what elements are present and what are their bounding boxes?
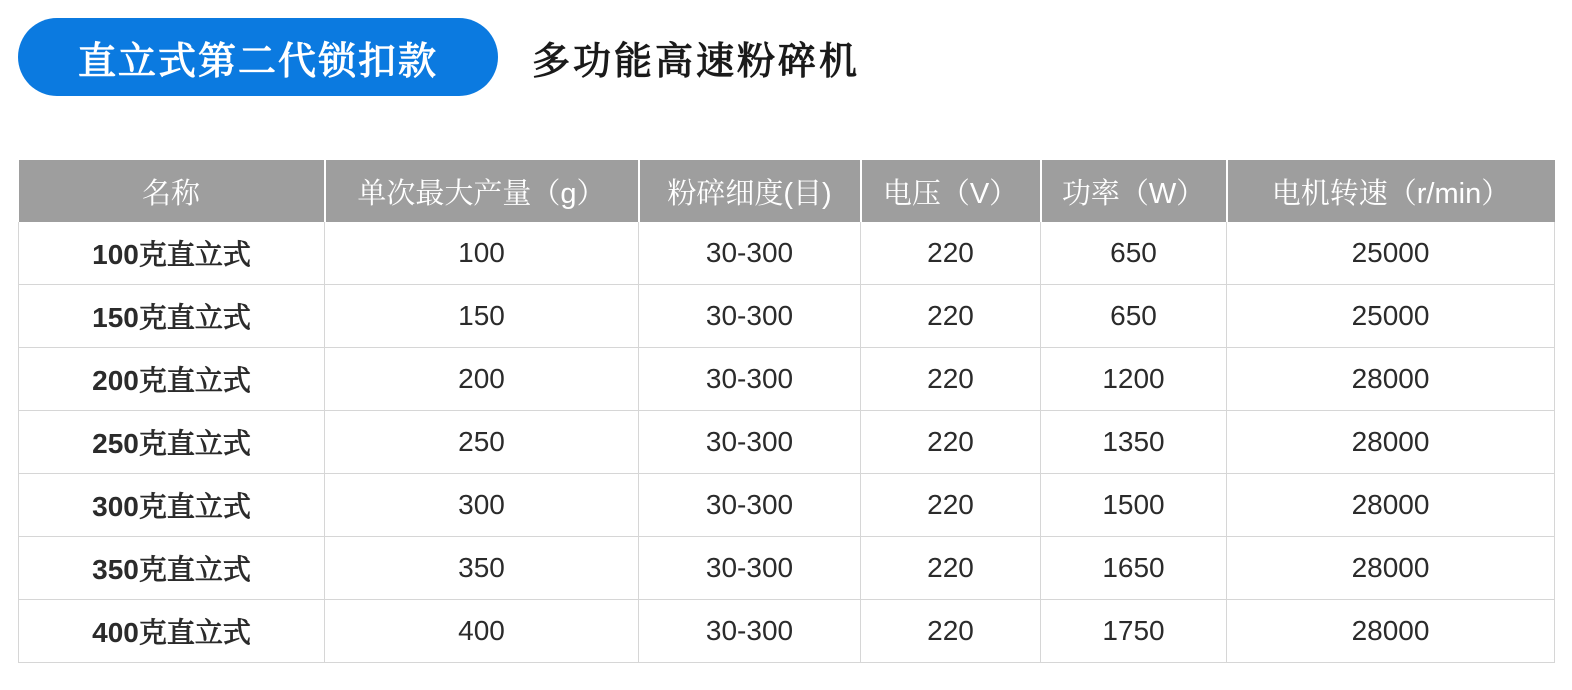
cell-name: 250克直立式 bbox=[19, 411, 325, 474]
cell-fineness: 30-300 bbox=[639, 537, 861, 600]
cell-capacity: 400 bbox=[325, 600, 639, 663]
cell-fineness: 30-300 bbox=[639, 348, 861, 411]
cell-fineness: 30-300 bbox=[639, 411, 861, 474]
cell-power: 650 bbox=[1041, 285, 1227, 348]
cell-voltage: 220 bbox=[861, 474, 1041, 537]
cell-capacity: 300 bbox=[325, 474, 639, 537]
column-header-name: 名称 bbox=[19, 160, 325, 222]
page-header bbox=[18, 18, 860, 96]
cell-name: 400克直立式 bbox=[19, 600, 325, 663]
column-header-fineness: 粉碎细度(目) bbox=[639, 160, 861, 222]
cell-voltage: 220 bbox=[861, 537, 1041, 600]
cell-speed: 25000 bbox=[1227, 222, 1555, 285]
cell-fineness: 30-300 bbox=[639, 600, 861, 663]
cell-power: 1350 bbox=[1041, 411, 1227, 474]
cell-name: 350克直立式 bbox=[19, 537, 325, 600]
cell-voltage: 220 bbox=[861, 600, 1041, 663]
table-row bbox=[19, 411, 1555, 474]
cell-capacity: 350 bbox=[325, 537, 639, 600]
cell-fineness: 30-300 bbox=[639, 474, 861, 537]
cell-capacity: 150 bbox=[325, 285, 639, 348]
cell-power: 1650 bbox=[1041, 537, 1227, 600]
spec-table-body bbox=[19, 222, 1555, 663]
table-row bbox=[19, 348, 1555, 411]
cell-capacity: 100 bbox=[325, 222, 639, 285]
column-header-power: 功率（W） bbox=[1041, 160, 1227, 222]
table-row bbox=[19, 537, 1555, 600]
cell-power: 1200 bbox=[1041, 348, 1227, 411]
cell-voltage: 220 bbox=[861, 285, 1041, 348]
column-header-voltage: 电压（V） bbox=[861, 160, 1041, 222]
cell-speed: 25000 bbox=[1227, 285, 1555, 348]
table-row bbox=[19, 600, 1555, 663]
cell-name: 100克直立式 bbox=[19, 222, 325, 285]
cell-speed: 28000 bbox=[1227, 600, 1555, 663]
cell-name: 300克直立式 bbox=[19, 474, 325, 537]
cell-speed: 28000 bbox=[1227, 474, 1555, 537]
cell-power: 1750 bbox=[1041, 600, 1227, 663]
column-header-speed: 电机转速（r/min） bbox=[1227, 160, 1555, 222]
table-row bbox=[19, 222, 1555, 285]
table-header-row bbox=[19, 160, 1555, 222]
product-series-badge: 直立式第二代锁扣款 bbox=[18, 18, 498, 96]
cell-name: 150克直立式 bbox=[19, 285, 325, 348]
cell-fineness: 30-300 bbox=[639, 285, 861, 348]
cell-power: 650 bbox=[1041, 222, 1227, 285]
cell-power: 1500 bbox=[1041, 474, 1227, 537]
spec-table-head bbox=[19, 160, 1555, 222]
cell-speed: 28000 bbox=[1227, 411, 1555, 474]
cell-speed: 28000 bbox=[1227, 537, 1555, 600]
cell-fineness: 30-300 bbox=[639, 222, 861, 285]
cell-voltage: 220 bbox=[861, 348, 1041, 411]
cell-capacity: 200 bbox=[325, 348, 639, 411]
spec-table bbox=[18, 160, 1555, 663]
cell-capacity: 250 bbox=[325, 411, 639, 474]
cell-name: 200克直立式 bbox=[19, 348, 325, 411]
cell-speed: 28000 bbox=[1227, 348, 1555, 411]
table-row bbox=[19, 474, 1555, 537]
spec-table-wrapper bbox=[18, 160, 1554, 663]
cell-voltage: 220 bbox=[861, 411, 1041, 474]
cell-voltage: 220 bbox=[861, 222, 1041, 285]
column-header-capacity: 单次最大产量（g） bbox=[325, 160, 639, 222]
page-title: 多功能高速粉碎机 bbox=[532, 40, 861, 83]
table-row bbox=[19, 285, 1555, 348]
